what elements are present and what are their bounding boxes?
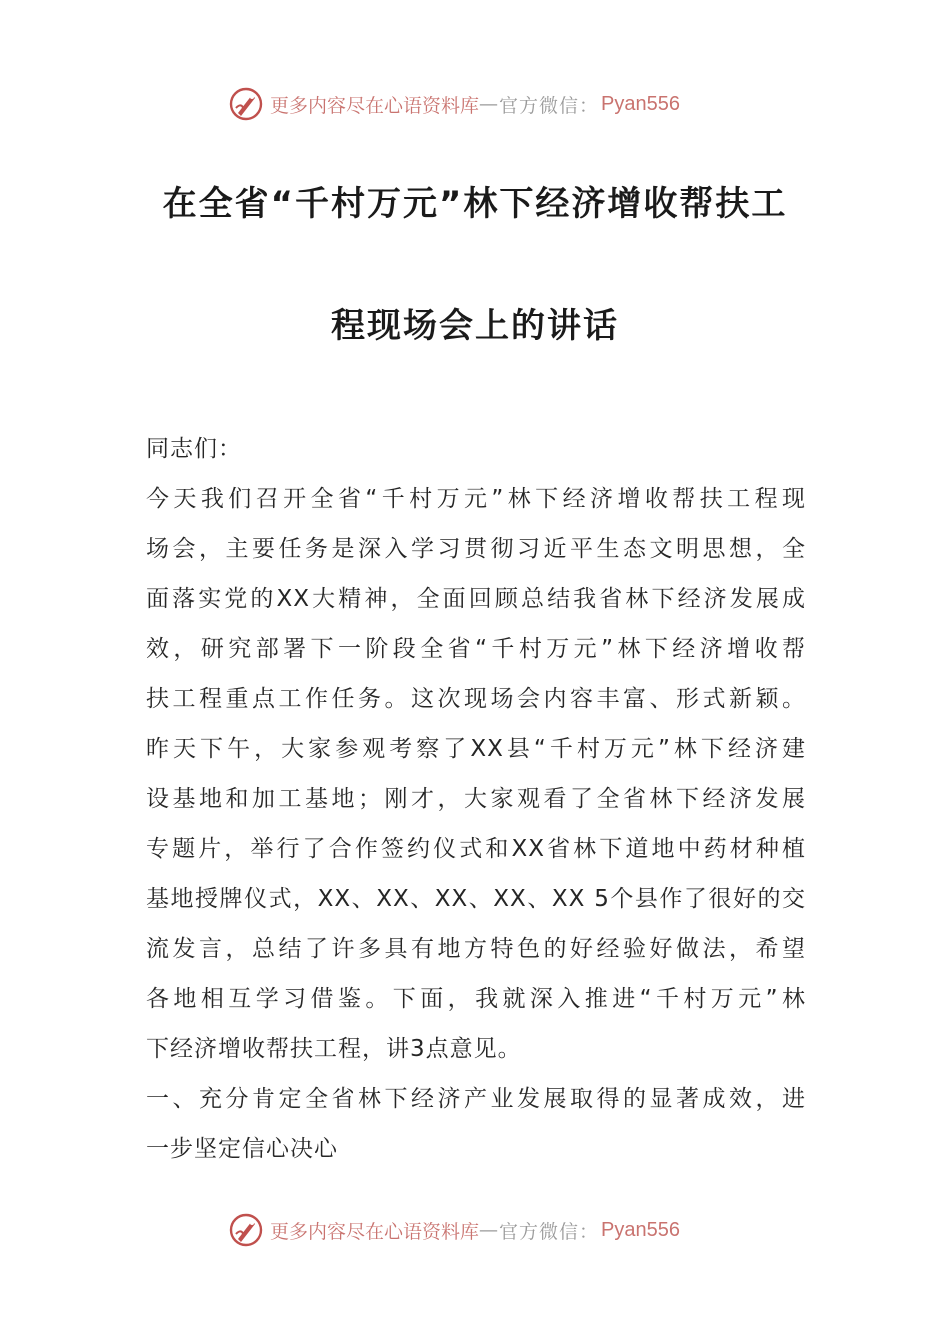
body-line: 面落实党的XX大精神，全面回顾总结我省林下经济发展成 [146, 586, 806, 612]
body-line: 基地授牌仪式，XX、XX、XX、XX、XX 5个县作了很好的交 [146, 886, 806, 912]
body-line: 场会，主要任务是深入学习贯彻习近平生态文明思想，全 [146, 536, 806, 562]
banner-wechat-id: Pyan556 [601, 92, 680, 115]
body-line: 效，研究部署下一阶段全省“千村万元”林下经济增收帮 [146, 636, 806, 662]
banner-wechat-label: 官方微信： [499, 1220, 600, 1243]
body-line: 各地相互学习借鉴。下面，我就深入推进“千村万元”林 [146, 986, 806, 1012]
body-line: 设基地和加工基地；刚才，大家观看了全省林下经济发展 [146, 786, 806, 812]
body-line: 扶工程重点工作任务。这次现场会内容丰富、形式新颖。 [146, 686, 806, 712]
pen-nib-logo-icon [228, 86, 264, 122]
body-line: 下经济增收帮扶工程，讲3点意见。 [146, 1036, 522, 1062]
banner-dash: — [479, 1219, 500, 1241]
body-line: 流发言，总结了许多具有地方特色的好经验好做法，希望 [146, 936, 806, 962]
document-title-line-1: 在全省“千村万元”林下经济增收帮扶工 [162, 184, 788, 224]
body-line: 今天我们召开全省“千村万元”林下经济增收帮扶工程现 [146, 486, 806, 512]
section-heading-line: 一步坚定信心决心 [146, 1136, 338, 1162]
body-line: 昨天下午，大家参观考察了XX县“千村万元”林下经济建 [146, 736, 806, 762]
header-watermark-banner [228, 82, 680, 126]
banner-slogan: 更多内容尽在心语资料库 [270, 94, 480, 117]
banner-wechat-label: 官方微信： [499, 94, 600, 117]
body-line: 专题片，举行了合作签约仪式和XX省林下道地中药材种植 [146, 836, 806, 862]
banner-wechat-id: Pyan556 [601, 1218, 680, 1241]
document-title-line-2: 程现场会上的讲话 [331, 306, 619, 346]
banner-slogan: 更多内容尽在心语资料库 [270, 1220, 480, 1243]
salutation-line: 同志们： [146, 436, 242, 462]
banner-dash: — [479, 93, 500, 115]
footer-watermark-banner [228, 1208, 680, 1252]
pen-nib-logo-icon [228, 1212, 264, 1248]
section-heading-line: 一、充分肯定全省林下经济产业发展取得的显著成效，进 [146, 1086, 806, 1112]
